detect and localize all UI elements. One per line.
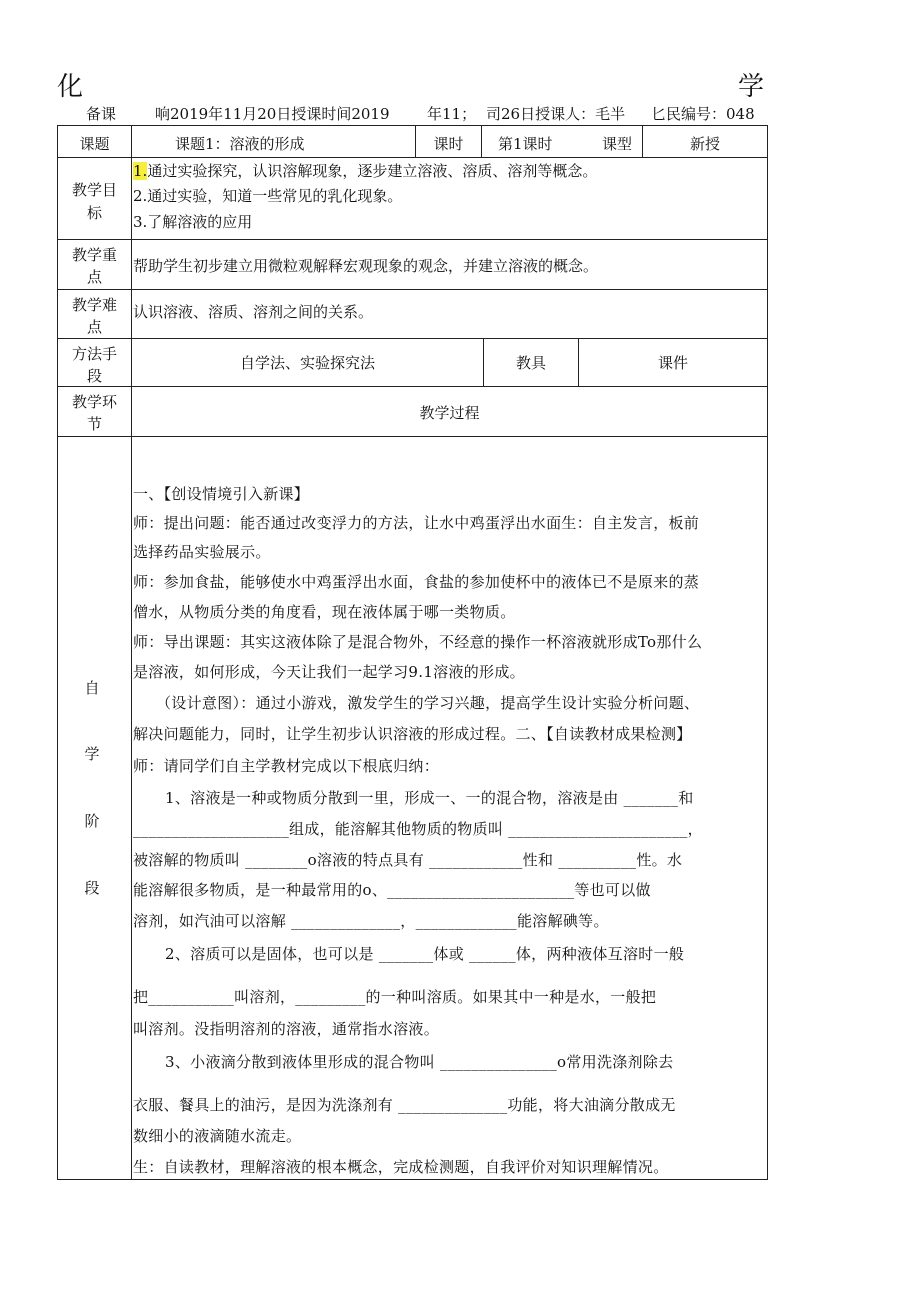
content-line: 把___________叫溶剂，_________的一种叫溶质。如果其中一种是水，一般把	[133, 988, 657, 1006]
period-label: 课时	[433, 135, 464, 153]
method-value: 自学法、实验探究法	[239, 354, 375, 372]
stage-char: 学	[84, 745, 100, 763]
content-line: 解决问题能力，同时，让学生初步认识溶液的形成过程。二、【自读教材成果检测】	[133, 725, 692, 743]
content-line: ____________________组成，能溶解其他物质的物质叫 _______________________，	[133, 820, 703, 838]
content-line: 生：自读教材，理解溶液的根本概念，完成检测题，自我评价对知识理解情况。	[133, 1158, 669, 1176]
page-title-right: 学	[738, 72, 765, 102]
page-title-left: 化	[57, 72, 84, 102]
key-points-text: 帮助学生初步建立用微粒观解释宏观现象的观念，并建立溶液的概念。	[133, 257, 599, 275]
period-value: 第1课时	[498, 135, 553, 153]
content-line: 被溶解的物质叫 ________o溶液的特点具有 ____________性和 __________性。水	[133, 851, 683, 869]
table-row-divider	[57, 386, 768, 387]
key-points-label-line1: 教学重	[71, 246, 117, 264]
objectives-label-line2: 标	[86, 204, 102, 222]
method-label-line1: 方法手	[71, 345, 117, 363]
content-line: 师：提出问题：能否通过改变浮力的方法，让水中鸡蛋浮出水面生：自主发言，板前	[133, 514, 700, 532]
header-label: 备课	[86, 105, 117, 123]
difficult-points-label-line1: 教学难	[71, 296, 117, 314]
content-line: 僧水，从物质分类的角度看，现在液体属于哪一类物质。	[133, 603, 516, 621]
content-line: 叫溶剂。没指明溶剂的溶液，通常指水溶液。	[133, 1020, 440, 1038]
stage-char: 自	[84, 679, 100, 697]
content-line: 一、【创设情境引入新课】	[133, 485, 310, 503]
content-line: 能溶解很多物质，是一种最常用的o、________________________等也可以做	[133, 881, 651, 899]
objective-item-3: 3.了解溶液的应用	[133, 213, 253, 231]
content-line: 师：参加食盐，能够使水中鸡蛋浮出水面，食盐的参加使杯中的液体已不是原来的蒸	[133, 573, 700, 591]
content-line: 师：导出课题：其实这液体除了是混合物外，不经意的操作一杯溶液就形成To那什么	[133, 633, 703, 651]
difficult-points-text: 认识溶液、溶质、溶剂之间的关系。	[133, 303, 374, 321]
content-line: 师：请同学们自主学教材完成以下根底归纳：	[133, 757, 440, 775]
difficult-points-label-line2: 点	[86, 318, 102, 336]
tools-label: 教具	[515, 354, 546, 372]
content-line: 数细小的液滴随水流走。	[133, 1127, 302, 1145]
content-line: 衣服、餐具上的油污，是因为洗涤剂有 ______________功能，将大油滴分散成无	[133, 1096, 676, 1114]
header-number: 匕民编号：048	[651, 105, 755, 123]
lesson-type-value: 新授	[689, 135, 720, 153]
content-line: 2、溶质可以是固体，也可以是 _______体或 ______体，两种液体互溶时一般	[165, 945, 685, 963]
objectives-label-line1: 教学目	[71, 181, 117, 199]
table-top-border	[57, 125, 768, 126]
table-row-divider	[57, 239, 768, 240]
objective-item-1-text: 通过实验探究，认识溶解现象，逐步建立溶液、溶质、溶剂等概念。	[147, 162, 598, 180]
stage-char: 阶	[84, 812, 100, 830]
process-stage-label-line2: 节	[86, 415, 102, 433]
objective-item-1	[133, 161, 597, 181]
content-line: 1、溶液是一种或物质分散到一里，形成一、一的混合物，溶液是由 _______和	[165, 789, 694, 807]
lesson-type-label: 课型	[602, 135, 633, 153]
stage-char: 段	[84, 879, 100, 897]
process-header: 教学过程	[419, 404, 480, 422]
process-stage-label-line1: 教学环	[71, 393, 117, 411]
content-line: （设计意图）：通过小游戏，激发学生的学习兴趣，提高学生设计实验分析问题、	[156, 694, 700, 712]
objective-item-1-number: 1.	[133, 162, 148, 180]
header-teach-date: 年11；	[427, 105, 477, 123]
table-row-divider	[57, 157, 768, 158]
content-line: 是溶液，如何形成，今天让我们一起学习9.1溶液的形成。	[133, 663, 525, 681]
method-label-line2: 段	[86, 367, 102, 385]
header-prep-time: 响2019年11月20日授课时间2019	[155, 105, 390, 123]
objective-item-2: 2.通过实验，知道一些常见的乳化现象。	[133, 187, 403, 205]
content-line: 溶剂，如汽油可以溶解 ______________，_____________能溶解碘等。	[133, 912, 609, 930]
content-line: 3、小液滴分散到液体里形成的混合物叫 _______________o常用洗涤剂除去	[165, 1053, 674, 1071]
table-row-divider	[57, 338, 768, 339]
table-bottom-border	[57, 1179, 768, 1180]
table-right-border	[767, 125, 768, 1180]
content-line: 选择药品实验展示。	[133, 543, 271, 561]
topic-label: 课题	[79, 135, 110, 153]
table-row-divider	[57, 436, 768, 437]
key-points-label-line2: 点	[86, 268, 102, 286]
table-col-divider	[481, 125, 482, 157]
table-row-divider	[57, 289, 768, 290]
tools-value: 课件	[657, 354, 688, 372]
header-teacher: 司26日授课人：毛半	[486, 105, 626, 123]
table-label-column-divider	[131, 125, 132, 1180]
topic-value: 课题1：溶液的形成	[175, 135, 305, 153]
